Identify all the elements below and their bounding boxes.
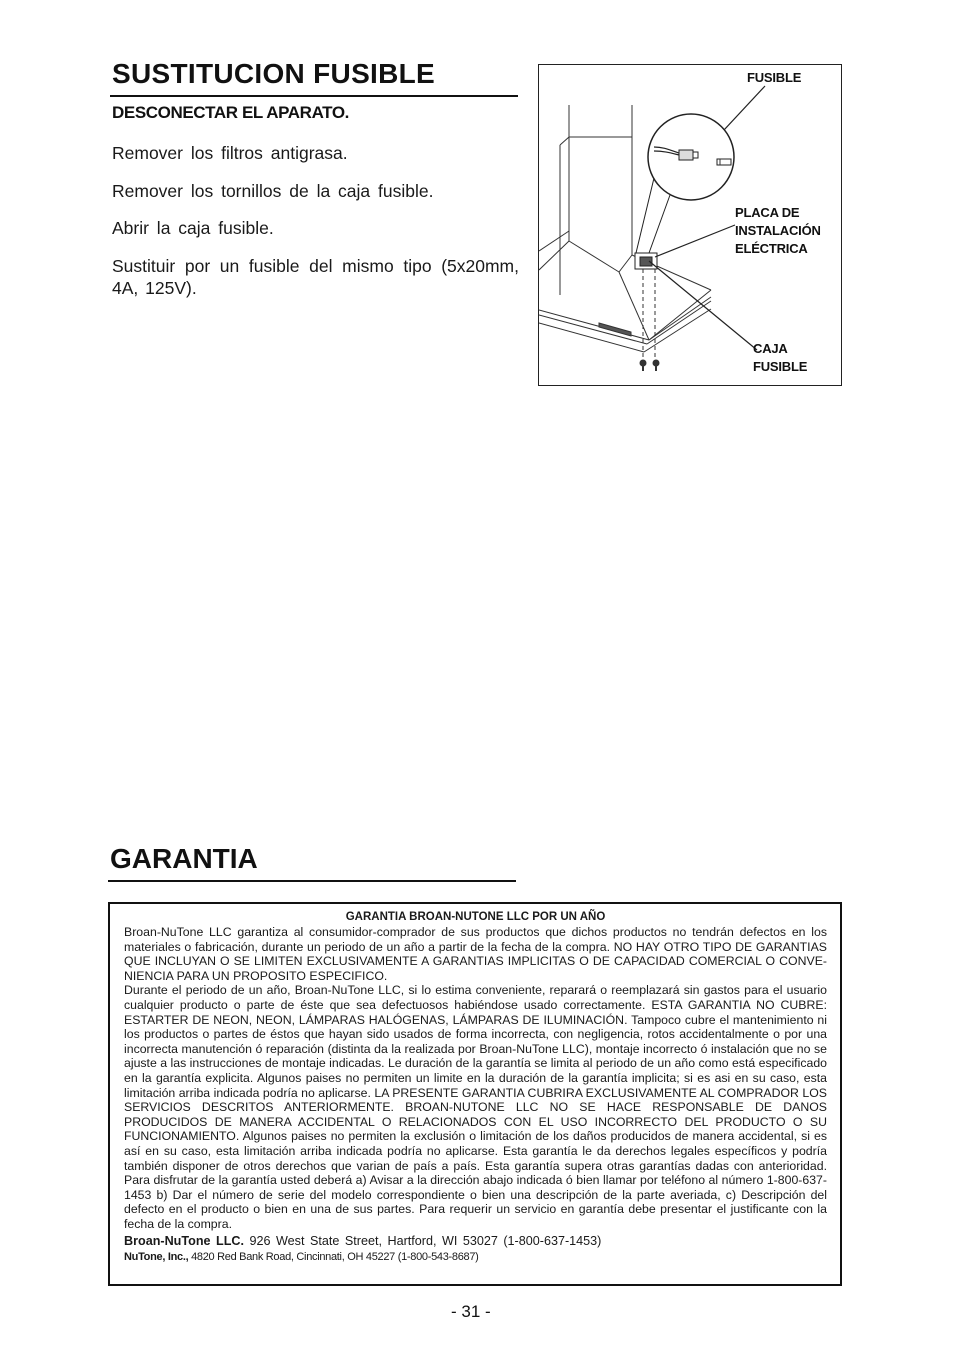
- company-name: Broan-NuTone LLC.: [124, 1234, 244, 1249]
- label-line: PLACA DE: [735, 205, 800, 220]
- section-title: SUSTITUCION FUSIBLE: [112, 58, 436, 89]
- instruction-step: Remover los tornillos de la caja fusible.: [112, 181, 434, 201]
- label-fusible: FUSIBLE: [747, 70, 802, 85]
- fuse-diagram: [538, 64, 842, 386]
- warranty-heading: GARANTIA BROAN-NUTONE LLC POR UN AÑO: [345, 911, 606, 923]
- warranty-box: [108, 902, 842, 1286]
- title-underline: [110, 95, 518, 97]
- company-name: NuTone, Inc.,: [124, 1251, 189, 1264]
- title-underline: [108, 880, 516, 882]
- label-placa-instalacion: [735, 204, 821, 258]
- label-line: FUSIBLE: [753, 359, 808, 374]
- instruction-step: Sustituir por un fusible del mismo tipo (5x20mm, 4A, 125V).: [112, 256, 519, 298]
- warranty-contact: [124, 1250, 827, 1264]
- company-address: 926 West State Street, Hartford, WI 53027 (1-800-637-1453): [244, 1234, 602, 1249]
- instruction-step: Abrir la caja fusible.: [112, 218, 274, 238]
- label-line: CAJA: [753, 341, 788, 356]
- instruction-step: Remover los filtros antigrasa.: [112, 143, 348, 163]
- label-line: ELÉCTRICA: [735, 241, 808, 256]
- section-subtitle: DESCONECTAR EL APARATO.: [112, 103, 350, 122]
- warranty-paragraph: Durante el periodo de un año, Broan-NuTone LLC, si lo estima conveniente, reparará o reemplazará sin gastos para el usuario cualquier producto o parte de éste que sea defectuosos habiéndose usado correctamente. ESTA GARANTIA NO CUBRE: ESTARTER DE NEON, NEON, LÁMPARAS HALÓGENAS, LÁMPARAS DE ILUMINACIÓN. Tampoco cubre el mantenimiento ni los productos o partes de éstos que hayan sido usados de forma incorrecta, con negligencia, rotos accidentalmente o por una incorrecta manutención ó reparación (distinta da la realizada por Broan-NuTone LLC), montaje incorrecto ó instalación que no se ajuste a las instrucciones de montaje indicadas. Le duración de la garantía se limita al periodo de un año como está especificado en la garantía explicita. Algunos paises no permiten un limite en la duración de la garantía implicita; si es asi en su caso, esta limitación arriba indicada podría no aplicarse. LA PRESENTE GARANTIA CUBRIRA EXCLUSIVAMENTE AL COMPRADOR LOS SERVICIOS DESCRITOS ANTERIORMENTE. BROAN-NUTONE LLC NO SE HACE RESPONSABLE DE DANOS PRODUCIDOS DE MANERA ACCIDENTAL O RELACIONADOS CON EL USO INCORRECTO DEL PRODUCTO O SU FUNCIONAMIENTO. Algunos paises no permiten la exclusión o limitación de los daños producidos de manera accidental, si es así en su caso, esta limitación arriba indicada podría no aplicarse. Esta garantía le da derechos legales específicos y podría también disponer de otros derechos que varian de país a país. Esta garantía supera otras garantías dadas con anterioridad. Para disfrutar de la garantía usted deberá a) Avisar a la dirección abajo indicada ó bien llamar por teléfono al número 1-800-637-1453 b) Dar el número de serie del modelo correspondiente o bien una descripción de la parte averiada, c) Descripción del defecto en el producto o bien en una de sus partes. Para requerir un servicio en garantía debe presentar el justificante con la fecha de la compra.: [124, 983, 827, 1231]
- label-line: INSTALACIÓN: [735, 223, 821, 238]
- label-caja-fusible: [753, 340, 807, 376]
- page-number: - 31 -: [451, 1302, 491, 1321]
- warranty-contact: [124, 1232, 827, 1250]
- garantia-title: GARANTIA: [110, 843, 258, 874]
- warranty-paragraph: Broan-NuTone LLC garantiza al consumidor-comprador de sus productos que dichos productos no tendrán defectos en los materiales o fabricación, durante un periodo de un año a partir de la fecha de la compra. NO HAY OTRO TIPO DE GARANTIAS QUE INCLUYAN O SE LIMITEN EXCLUSIVAMENTE A GARANTIAS IMPLICITAS O DE CAPACIDAD COMERCIAL O CONVE-NIENCIA PARA UN PROPOSITO ESPECIFICO.: [124, 925, 827, 983]
- company-address: 4820 Red Bank Road, Cincinnati, OH 45227 (1-800-543-8687): [188, 1251, 479, 1264]
